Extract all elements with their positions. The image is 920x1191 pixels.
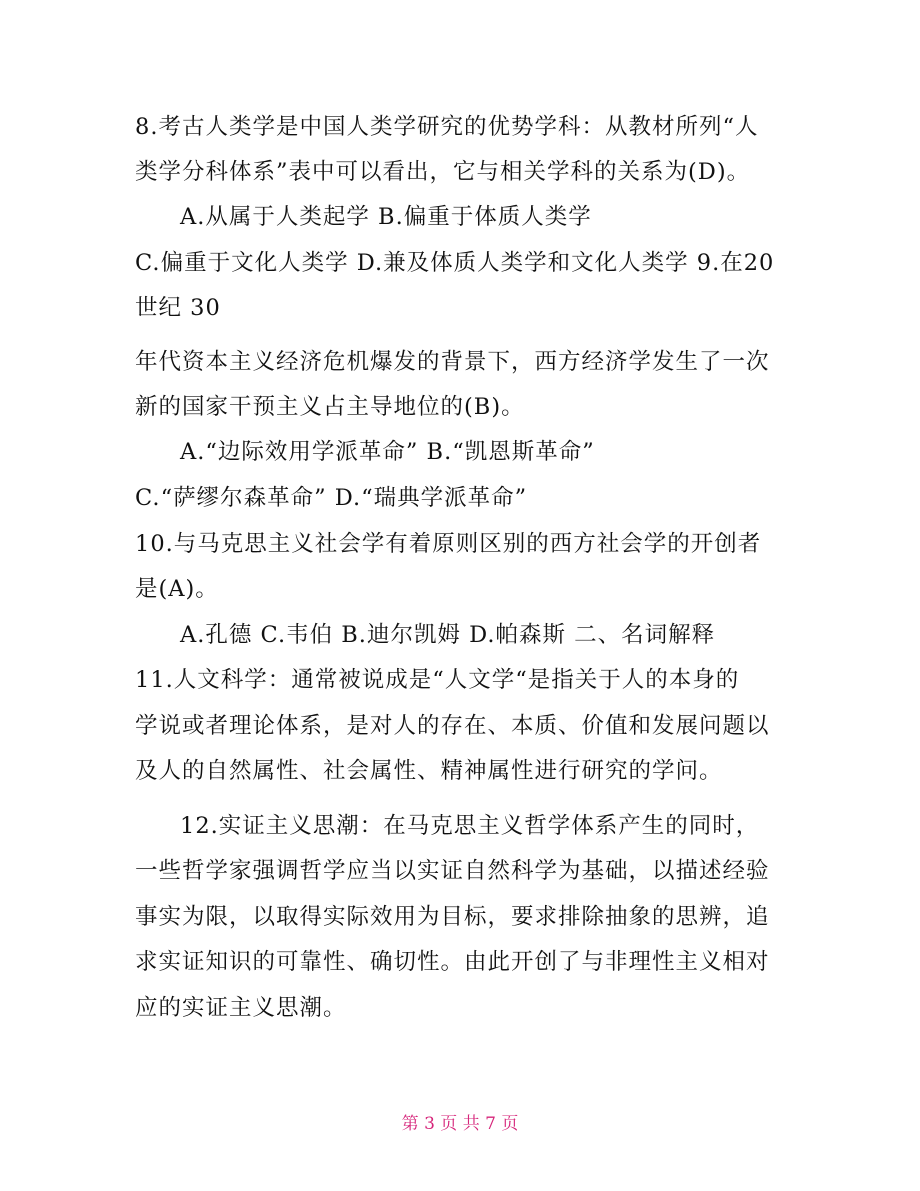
question-8-options-ab: A.从属于人类起学 B.偏重于体质人类学 <box>180 204 592 230</box>
term-12-line-4: 求实证知识的可靠性、确切性。由此开创了与非理性主义相对 <box>135 949 770 975</box>
question-8-options-cd: C.偏重于文化人类学 D.兼及体质人类学和文化人类学 9.在20 <box>135 250 775 276</box>
question-9-line-1: 世纪 30 <box>135 295 221 321</box>
question-8-line-2: 类学分科体系”表中可以看出，它与相关学科的关系为(D)。 <box>135 159 751 185</box>
question-9-line-3: 新的国家干预主义占主导地位的(B)。 <box>135 394 525 420</box>
question-9-options-cd: C.“萨缪尔森革命” D.“瑞典学派革命” <box>135 485 528 511</box>
term-12-line-5: 应的实证主义思潮。 <box>135 995 347 1021</box>
question-10-options: A.孔德 C.韦伯 B.迪尔凯姆 D.帕森斯 二、名词解释 <box>180 622 716 648</box>
question-10-line-1: 10.与马克思主义社会学有着原则区别的西方社会学的开创者 <box>135 531 762 557</box>
question-8-line-1: 8.考古人类学是中国人类学研究的优势学科：从教材所列“人 <box>135 114 759 140</box>
term-12-line-1: 12.实证主义思潮：在马克思主义哲学体系产生的同时， <box>180 813 760 839</box>
term-12-line-2: 一些哲学家强调哲学应当以实证自然科学为基础，以描述经验 <box>135 858 770 884</box>
term-11-line-3: 及人的自然属性、社会属性、精神属性进行研究的学问。 <box>135 758 723 784</box>
page-number-footer: 第 3 页 共 7 页 <box>401 1114 519 1134</box>
question-10-line-2: 是(A)。 <box>135 576 219 602</box>
term-12-line-3: 事实为限，以取得实际效用为目标，要求排除抽象的思辨，追 <box>135 904 770 930</box>
term-11-line-2: 学说或者理论体系，是对人的存在、本质、价值和发展问题以 <box>135 713 770 739</box>
term-11-line-1: 11.人文科学：通常被说成是“人文学“是指关于人的本身的 <box>135 667 740 693</box>
question-9-options-ab: A.“边际效用学派革命” B.“凯恩斯革命” <box>180 439 595 465</box>
question-9-line-2: 年代资本主义经济危机爆发的背景下，西方经济学发生了一次 <box>135 349 770 375</box>
